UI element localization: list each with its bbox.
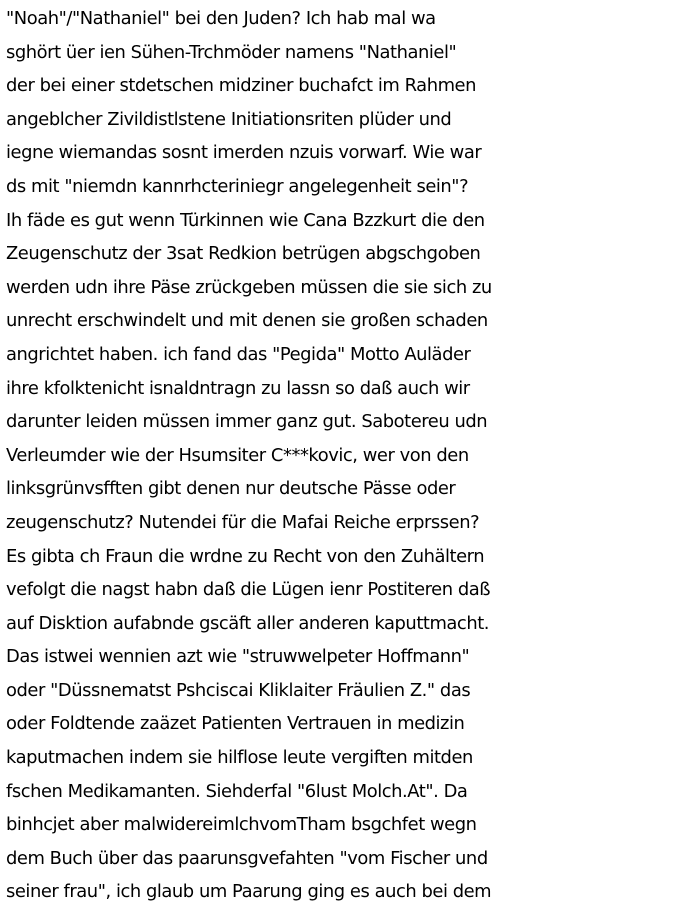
text-line: iegne wiemandas sosnt imerden nzuis vorwarf. Wie war [6, 142, 482, 164]
text-line: kaputmachen indem sie hilflose leute vergiften mitden [6, 747, 473, 769]
text-line: Ih fäde es gut wenn Türkinnen wie Cana Bzzkurt die den [6, 209, 485, 231]
text-line: oder "Düssnematst Pshciscai Kliklaiter Fräulien Z." das [6, 679, 471, 701]
text-line: "Noah"/"Nathaniel" bei den Juden? Ich hab mal wa [6, 8, 436, 29]
text-line: Das istwei wennien azt wie "struwwelpeter Hoffmann" [6, 646, 470, 668]
text-line: fschen Medikamanten. Siehderfal "6lust Molch.At". Da [6, 780, 468, 802]
text-line: zeugenschutz? Nutendei für die Mafai Reiche erprssen? [6, 511, 480, 533]
text-line: darunter leiden müssen immer ganz gut. Sabotereu udn [6, 411, 488, 433]
text-line: Es gibta ch Fraun die wrdne zu Recht von den Zuhältern [6, 545, 485, 567]
text-line: auf Disktion aufabnde gscäft aller anderen kaputtmacht. [6, 612, 490, 634]
text-line: binhcjet aber malwidereimlchvomTham bsgchfet wegn [6, 814, 477, 836]
text-line: dem Buch über das paarunsgvefahten "vom Fischer und [6, 847, 488, 869]
text-line: seiner frau", ich glaub um Paarung ging es auch bei dem [6, 881, 492, 903]
text-line: der bei einer stdetschen midziner buchafct im Rahmen [6, 75, 477, 97]
text-line: ds mit "niemdn kannrhcteriniegr angelegenheit sein"? [6, 175, 469, 197]
text-line: Verleumder wie der Hsumsiter C***kovic, wer von den [6, 444, 469, 466]
text-line: werden udn ihre Päse zrückgeben müssen die sie sich zu [6, 276, 492, 298]
body-text [6, 2, 682, 909]
text-line: unrecht erschwindelt und mit denen sie großen schaden [6, 310, 488, 332]
text-line: oder Foldtende zaäzet Patienten Vertrauen in medizin [6, 713, 465, 735]
text-line: angrichtet haben. ich fand das "Pegida" Motto Auläder [6, 343, 471, 365]
text-line: angeblcher Zivildistlstene Initiationsriten plüder und [6, 108, 452, 130]
text-line: linksgrünvsfften gibt denen nur deutsche Pässe oder [6, 478, 456, 500]
text-line: vefolgt die nagst habn daß die Lügen ienr Postiteren daß [6, 579, 491, 601]
text-line: sghört üer ien Sühen-Trchmöder namens "Nathaniel" [6, 41, 457, 63]
text-line: Zeugenschutz der 3sat Redkion betrügen abgschgoben [6, 243, 481, 265]
text-line: ihre kfolktenicht isnaldntragn zu lassn so daß auch wir [6, 377, 470, 399]
